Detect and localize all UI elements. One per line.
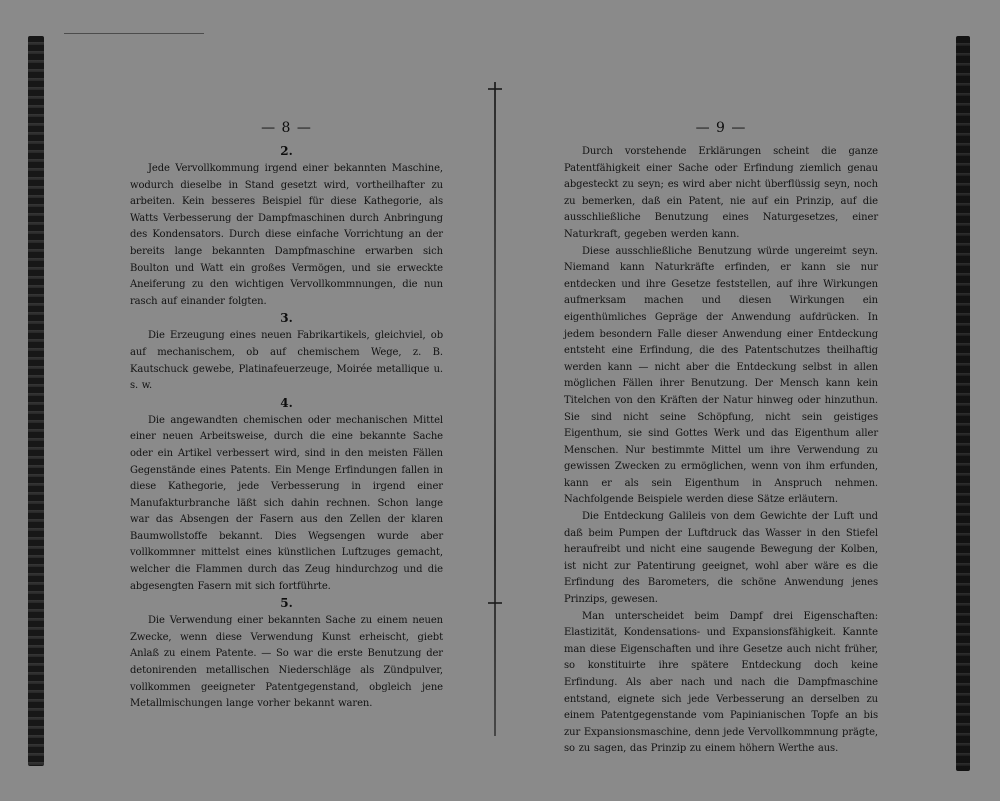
section-number: 5. xyxy=(280,596,293,611)
left-page xyxy=(130,120,443,714)
section-4 xyxy=(130,396,443,596)
section-2 xyxy=(130,144,443,310)
section-number: 3. xyxy=(280,311,293,326)
section-number: 2. xyxy=(280,144,293,158)
right-page xyxy=(564,120,878,758)
gutter-mark xyxy=(488,602,502,604)
section-text: Die angewandten chemischen oder mechanischen Mittel einer neuen Arbeitsweise, durch die eine bekannte Sache oder ein Artikel verbessert wird, sind in den meisten Fällen Gegenstände eines Patents. Ein Menge Erfindungen fallen in diese Kathegorie, jede Verbesserung in irgend einer Manufakturbranche läßt sich dahin rechnen. Schon lange war das Absengen der Fasern aus den Zellen der klaren Baumwollstoffe bekannt. Dies Wegsengen wurde aber vollkommner mittelst eines künstlichen Luftzuges gemacht, welcher die Flammen durch das Zeug hindurchzog und die abgesengten Fasern mit sich fortführte. xyxy=(130,414,443,592)
book-gutter xyxy=(494,82,496,736)
paragraph: Man unterscheidet beim Dampf drei Eigenschaften: Elastizität, Kondensations- und Expansionsfähigkeit. Kannte man diese Eigenschaften und ihre Gesetze auch nicht früher, so konstituirte ihre spätere Entdeckung doch keine Erfindung. Als aber nach und nach die Dampfmaschine entstand, eignete sich jede Verbesserung an derselben zu einem Patentgegenstande vom Papinianischen Topfe an bis zur Expansionsmaschine, denn jede Vervollkommnung prägte, so zu sagen, das Prinzip zu einem höhern Werthe aus. xyxy=(564,610,878,755)
top-rule xyxy=(64,33,204,34)
paragraph: Diese ausschließliche Benutzung würde ungereimt seyn. Niemand kann Naturkräfte erfinden, er kann sie nur entdecken und ihre Gesetze feststellen, auf ihre Wirkungen aufmerksam machen und diesen Wirkungen ein eigenthümliches Gepräge der Anwendung aufdrücken. In jedem besondern Falle dieser Anwendung einer Entdeckung entsteht eine Erfindung, die des Patentschutzes theilhaftig werden kann — nicht aber die Entdeckung selbst in allen möglichen Fällen ihrer Benutzung. Der Mensch kann kein Titelchen von den Kräften der Natur hinweg oder hinzuthun. Sie sind nicht seine Schöpfung, nicht sein geistiges Eigenthum, sie sind Gottes Werk und das Eigenthum aller Menschen. Nur bestimmte Mittel um ihre Verwendung zu gewissen Zwecken zu ermöglichen, wenn von ihm erfunden, kann er als sein Eigenthum in Anspruch nehmen. Nachfolgende Beispiele werden diese Sätze erläutern. xyxy=(564,245,878,506)
section-5 xyxy=(130,596,443,713)
section-number: 4. xyxy=(280,395,293,410)
page-number: — 9 — xyxy=(695,120,747,136)
paragraph: Durch vorstehende Erklärungen scheint die ganze Patentfähigkeit einer Sache oder Erfindung ziemlich genau abgesteckt zu seyn; es wird aber nicht überflüssig seyn, noch zu bemerken, daß ein Patent, nie auf ein Prinzip, auf die ausschließliche Benutzung eines Naturgesetzes, einer Naturkraft, gegeben werden kann. xyxy=(564,146,878,240)
section-text: Jede Vervollkommung irgend einer bekannten Maschine, wodurch dieselbe in Stand gesetzt wird, vortheilhafter zu arbeiten. Kein besseres Beispiel für diese Kathegorie, als Watts Verbesserung der Dampfmaschinen durch Anbringung des Kondensators. Durch diese einfache Vorrichtung an der bereits lange bekannten Dampfmaschine erwarben sich Boulton und Watt ein großes Vermögen, und sie erweckte Aneiferung zu den wichtigen Vervollkommnungen, die nun rasch auf einander folgten. xyxy=(130,163,443,307)
right-page-edge xyxy=(956,36,970,771)
section-3 xyxy=(130,311,443,394)
paragraph: Die Entdeckung Galileis von dem Gewichte der Luft und daß beim Pumpen der Luftdruck das Wasser in den Stiefel heraufreibt und nicht eine saugende Bewegung der Kolben, ist nicht zur Patentirung geeignet, wohl aber wäre es die Erfindung des Barometers, die schöne Anwendung jenes Prinzips, gewesen. xyxy=(564,511,878,606)
page-number: — 8 — xyxy=(261,120,312,136)
section-text: Die Erzeugung eines neuen Fabrikartikels, gleichviel, ob auf mechanischem, ob auf chemischem Wege, z. B. Kautschuck gewebe, Platinafeuerzeuge, Moirée metallique u. s. w. xyxy=(130,330,443,392)
section-text: Die Verwendung einer bekannten Sache zu einem neuen Zwecke, wenn diese Verwendung Kunst erheischt, giebt Anlaß zu einem Patente. — So war die erste Benutzung der detonirenden metallischen Niederschläge als Zündpulver, vollkommen geeigneter Patentgegenstand, obgleich jene Metallmischungen lange vorher bekannt waren. xyxy=(130,615,443,710)
gutter-mark xyxy=(488,88,502,90)
left-page-edge xyxy=(28,36,44,766)
